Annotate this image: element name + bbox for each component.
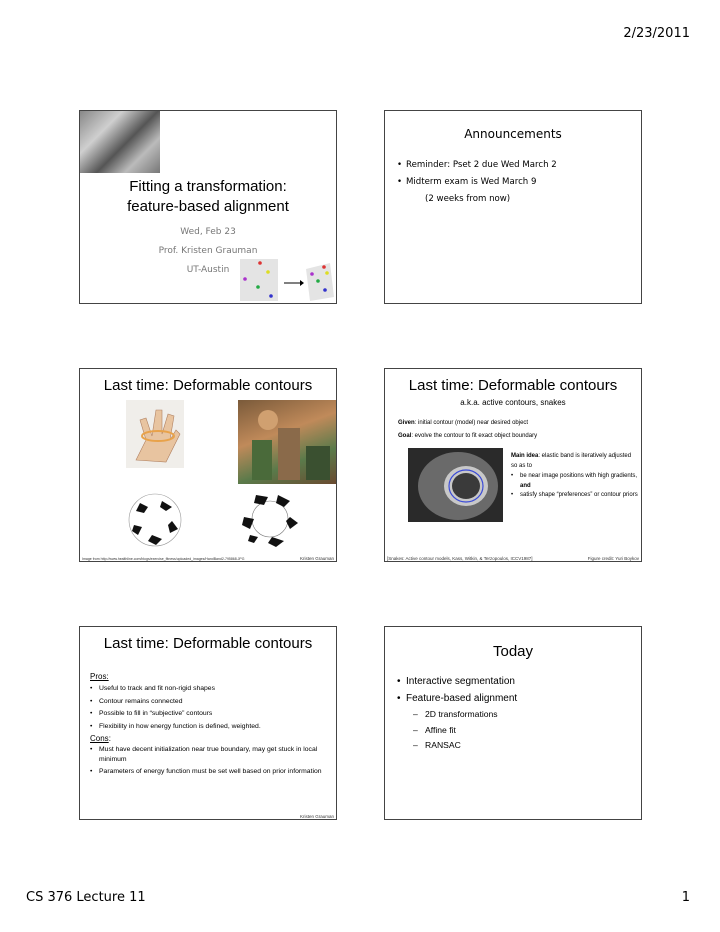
hand-band-photo <box>126 400 184 468</box>
pros-cons-list <box>90 671 334 777</box>
image-credit: Image from http://www.healthline.com/blogs/exercise_fitness/uploaded_images/HandBand2-795868.JPG <box>82 557 245 561</box>
slide-title: Last time: Deformable contours <box>408 377 618 394</box>
list-item: • Flexibility in how energy function is defined, weighted. <box>90 721 334 734</box>
sub-list-item: – 2D transformations <box>413 707 517 723</box>
list-item: • Useful to track and fit non-rigid shapes <box>90 683 334 696</box>
list-item: • Interactive segmentation <box>397 673 517 690</box>
list-item: • Midterm exam is Wed March 9 <box>397 174 557 191</box>
contour-ring-diagram-1 <box>122 489 188 551</box>
main-idea-text <box>511 452 639 501</box>
slide-credit: Kristen Grauman <box>299 814 334 819</box>
today-list <box>397 673 517 754</box>
slide-subtitle: a.k.a. active contours, snakes <box>460 398 566 407</box>
main-idea-label: Main idea <box>511 453 539 459</box>
sub-list-item: – RANSAC <box>413 738 517 754</box>
main-idea-body: : elastic band is iteratively adjusted so as to <box>511 453 632 469</box>
goal-label: Goal <box>398 433 412 439</box>
slide-credit: Kristen Grauman <box>299 556 334 561</box>
slide-title-line2: feature-based alignment <box>127 198 289 215</box>
slide-deformable-contours-snakes <box>384 368 642 562</box>
slide-affiliation: UT-Austin <box>186 265 230 275</box>
page-date: 2/23/2011 <box>623 26 690 41</box>
photo-thumbnail <box>80 111 160 173</box>
cons-label: Cons <box>90 734 109 743</box>
citation: [Snakes: Active contour models, Kass, Witkin, & Terzopoulos, ICCV1987] <box>387 556 533 561</box>
given-text: : initial contour (model) near desired object <box>414 420 529 426</box>
slide-title: Last time: Deformable contours <box>103 635 313 652</box>
list-item: • Parameters of energy function must be set well based on prior information <box>90 767 334 777</box>
given-goal-text <box>398 417 537 443</box>
given-label: Given <box>398 420 415 426</box>
slide-title: Announcements <box>464 127 562 141</box>
list-item: • Contour remains connected <box>90 696 334 709</box>
slide-announcements <box>384 110 642 304</box>
slide-date: Wed, Feb 23 <box>180 227 236 237</box>
list-item: • satisfy shape “preferences” or contour priors <box>511 491 639 501</box>
list-item <box>511 472 639 491</box>
figure-credit: Figure credit: Yuri Boykov <box>587 556 639 561</box>
street-scene-photo <box>238 400 336 484</box>
bullet-bold: and <box>520 482 531 489</box>
course-footer: CS 376 Lecture 11 <box>26 890 146 905</box>
slide-today <box>384 626 642 820</box>
slide-deformable-contours-images <box>79 368 337 562</box>
cons-heading <box>90 733 334 745</box>
announcement-list <box>397 157 557 208</box>
alignment-diagram <box>238 253 336 303</box>
list-item: • Reminder: Pset 2 due Wed March 2 <box>397 157 557 174</box>
slide-title: Last time: Deformable contours <box>103 377 313 394</box>
pros-heading: Pros: <box>90 672 109 681</box>
list-item: • Feature-based alignment <box>397 690 517 707</box>
sub-list-item: – Affine fit <box>413 723 517 739</box>
slide-author: Prof. Kristen Grauman <box>158 246 258 256</box>
mri-contour-image <box>408 448 503 522</box>
slide-title: Today <box>492 643 534 660</box>
list-item: • Possible to fill in “subjective” contours <box>90 708 334 721</box>
slide-title <box>79 110 337 304</box>
bullet-text: be near image positions with high gradients, <box>520 473 638 479</box>
contour-ring-diagram-2 <box>238 487 302 551</box>
cons-colon: : <box>108 734 111 743</box>
slide-pros-cons <box>79 626 337 820</box>
goal-text: : evolve the contour to fit exact object boundary <box>411 433 538 439</box>
announcement-note: (2 weeks from now) <box>425 194 511 204</box>
slide-title-line1: Fitting a transformation: <box>129 178 287 195</box>
list-item: • Must have decent initialization near true boundary, may get stuck in local minimum <box>90 745 334 764</box>
page-number: 1 <box>681 890 690 905</box>
